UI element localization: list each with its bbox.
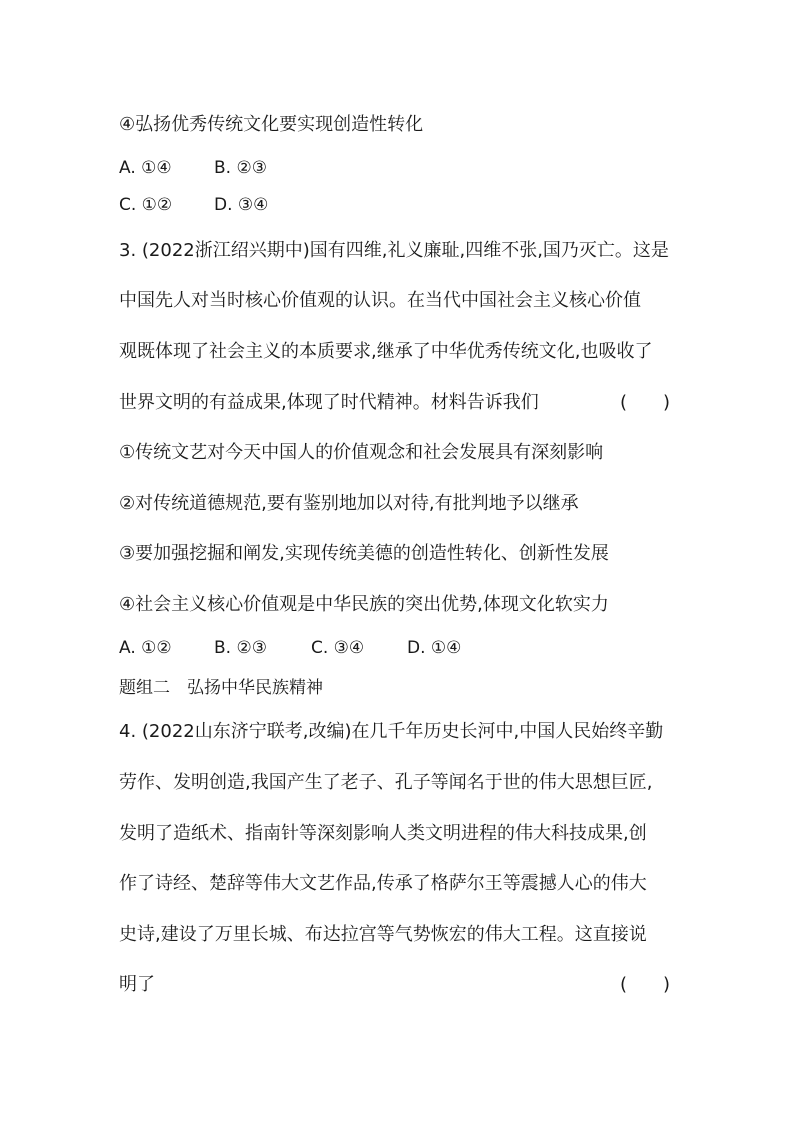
q2-option-c: C. ①② xyxy=(119,195,173,215)
q3-statement-1: ①传统文艺对今天中国人的价值观念和社会发展具有深刻影响 xyxy=(119,442,604,463)
q3-statement-2: ②对传统道德规范,要有鉴别地加以对待,有批判地予以继承 xyxy=(119,493,579,514)
q2-statement-4: ④弘扬优秀传统文化要实现创造性转化 xyxy=(119,114,424,135)
q4-answer-bracket: ( ) xyxy=(620,974,671,995)
q2-option-a: A. ①④ xyxy=(119,158,172,178)
q4-stem-line-6: 明了 xyxy=(119,974,155,995)
q4-stem-line-5: 史诗,建设了万里长城、布达拉宫等气势恢宏的伟大工程。这直接说 xyxy=(119,924,647,945)
q3-option-d: D. ①④ xyxy=(407,638,462,658)
q4-stem-line-2: 劳作、发明创造,我国产生了老子、孔子等闻名于世的伟大思想巨匠, xyxy=(119,772,653,793)
q3-statement-4: ④社会主义核心价值观是中华民族的突出优势,体现文化软实力 xyxy=(119,594,609,615)
q3-stem-line-3: 观既体现了社会主义的本质要求,继承了中华优秀传统文化,也吸收了 xyxy=(119,341,653,362)
q3-option-c: C. ③④ xyxy=(311,638,365,658)
q2-option-b: B. ②③ xyxy=(214,158,267,178)
q3-statement-3: ③要加强挖掘和阐发,实现传统美德的创造性转化、创新性发展 xyxy=(119,543,609,564)
q3-option-b: B. ②③ xyxy=(214,638,267,658)
section-title: 题组二 弘扬中华民族精神 xyxy=(119,678,323,698)
q3-stem-line-2: 中国先人对当时核心价值观的认识。在当代中国社会主义核心价值 xyxy=(119,290,641,311)
q4-stem-line-4: 作了诗经、楚辞等伟大文艺作品,传承了格萨尔王等震撼人心的伟大 xyxy=(119,873,647,894)
q2-option-d: D. ③④ xyxy=(214,195,269,215)
q3-stem-line-4: 世界文明的有益成果,体现了时代精神。材料告诉我们 xyxy=(119,392,539,413)
q3-stem-line-1: 3. (2022浙江绍兴期中)国有四维,礼义廉耻,四维不张,国乃灭亡。这是 xyxy=(119,240,669,261)
q4-stem-line-1: 4. (2022山东济宁联考,改编)在几千年历史长河中,中国人民始终辛勤 xyxy=(119,721,664,742)
q4-stem-line-3: 发明了造纸术、指南针等深刻影响人类文明进程的伟大科技成果,创 xyxy=(119,823,647,844)
q3-answer-bracket: ( ) xyxy=(620,392,671,413)
q3-option-a: A. ①② xyxy=(119,638,172,658)
